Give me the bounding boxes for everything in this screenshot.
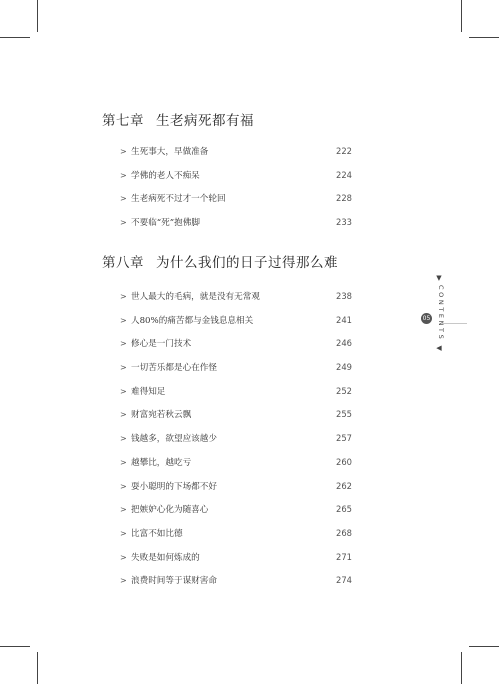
entry-marker: > (120, 363, 127, 373)
entry-marker: > (120, 576, 127, 586)
chapter-heading (102, 109, 254, 129)
entry-page: 265 (336, 504, 352, 515)
toc-entry[interactable] (120, 211, 352, 235)
toc-entry[interactable] (120, 285, 352, 309)
toc-entry[interactable] (120, 475, 352, 499)
entry-marker: > (120, 505, 127, 515)
chapter-number: 第八章 (102, 255, 144, 271)
chapter-number: 第七章 (102, 113, 144, 129)
toc-entry[interactable] (120, 332, 352, 356)
toc-entry[interactable] (120, 380, 352, 404)
entry-page: 233 (336, 217, 352, 228)
crop-mark-top-right-v (461, 0, 462, 32)
entry-title: 失败是如何炼成的 (131, 552, 200, 563)
entry-page: 238 (336, 291, 352, 301)
entry-title: 越攀比，越吃亏 (131, 457, 192, 468)
entry-marker: > (120, 315, 127, 325)
side-tab-rule (442, 323, 467, 324)
entry-marker: > (120, 410, 127, 420)
entry-title: 生老病死不过才一个轮回 (131, 194, 226, 205)
crop-mark-bottom-left-v (37, 652, 38, 684)
toc-entry[interactable] (120, 403, 352, 427)
toc-entry[interactable] (120, 569, 352, 593)
chapter-heading (102, 251, 338, 271)
entry-title: 财富宛若秋云飘 (131, 410, 192, 421)
entry-marker: > (120, 292, 127, 301)
toc-entry[interactable] (120, 309, 352, 333)
entry-marker: > (120, 218, 127, 228)
entry-page: 260 (336, 456, 352, 467)
toc-entry[interactable] (120, 164, 352, 188)
entry-marker: > (120, 528, 127, 538)
toc-entry[interactable] (120, 451, 352, 475)
entry-title: 修心是一门技术 (131, 339, 192, 350)
entry-page: 246 (336, 338, 352, 349)
entry-title: 世人最大的毛病，就是没有无常观 (131, 292, 260, 302)
entry-page: 271 (336, 551, 352, 562)
entry-marker: > (120, 170, 127, 180)
entry-title: 耍小聪明的下场都不好 (131, 481, 217, 492)
side-tab-label: CONTENTS (437, 285, 445, 342)
entry-marker: > (120, 194, 127, 204)
entry-title: 学佛的老人不痴呆 (131, 170, 200, 181)
toc-list (120, 140, 352, 235)
triangle-left-icon: ◀ (436, 344, 442, 353)
entry-page: 224 (336, 169, 352, 180)
entry-marker: > (120, 552, 127, 562)
entry-marker: > (120, 434, 127, 444)
entry-page: 228 (336, 193, 352, 204)
entry-marker: > (120, 481, 127, 491)
entry-title: 一切苦乐都是心在作怪 (131, 363, 217, 374)
entry-page: 252 (336, 385, 352, 396)
entry-page: 262 (336, 480, 352, 491)
entry-page: 257 (336, 433, 352, 444)
crop-mark-top-left-h (0, 37, 30, 38)
toc-entry[interactable] (120, 356, 352, 380)
entry-title: 比富不如比德 (131, 528, 183, 539)
entry-page: 274 (336, 575, 352, 586)
entry-marker: > (120, 386, 127, 396)
entry-title: 把嫉妒心化为随喜心 (131, 505, 209, 516)
toc-entry[interactable] (120, 187, 352, 211)
chapter-title: 为什么我们的日子过得那么难 (156, 255, 338, 271)
entry-page: 255 (336, 409, 352, 420)
entry-page: 268 (336, 527, 352, 538)
crop-mark-top-right-h (469, 37, 499, 38)
triangle-down-icon: ▼ (436, 274, 442, 282)
entry-title: 钱越多，欲望应该越少 (131, 434, 217, 445)
toc-list (120, 285, 352, 593)
entry-marker: > (120, 147, 127, 156)
crop-mark-top-left-v (37, 0, 38, 32)
entry-title: 难得知足 (131, 386, 166, 397)
crop-mark-bottom-right-h (469, 646, 499, 647)
entry-marker: > (120, 339, 127, 349)
entry-title: 浪费时间等于谋财害命 (131, 576, 217, 587)
entry-title: 生死事大，早做准备 (131, 147, 209, 157)
crop-mark-bottom-left-h (0, 646, 30, 647)
crop-mark-bottom-right-v (461, 652, 462, 684)
toc-entry[interactable] (120, 498, 352, 522)
chapter-title: 生老病死都有福 (156, 113, 254, 129)
entry-page: 249 (336, 362, 352, 373)
folio-badge: 05 (422, 315, 431, 322)
contents-side-tab (433, 274, 445, 374)
entry-marker: > (120, 457, 127, 467)
toc-entry[interactable] (120, 140, 352, 164)
entry-page: 241 (336, 314, 352, 325)
entry-title: 人80%的痛苦都与金钱息息相关 (131, 315, 254, 326)
entry-page: 222 (336, 146, 352, 156)
toc-entry[interactable] (120, 546, 352, 570)
toc-entry[interactable] (120, 522, 352, 546)
entry-title: 不要临“死”抱佛脚 (131, 218, 200, 229)
toc-entry[interactable] (120, 427, 352, 451)
